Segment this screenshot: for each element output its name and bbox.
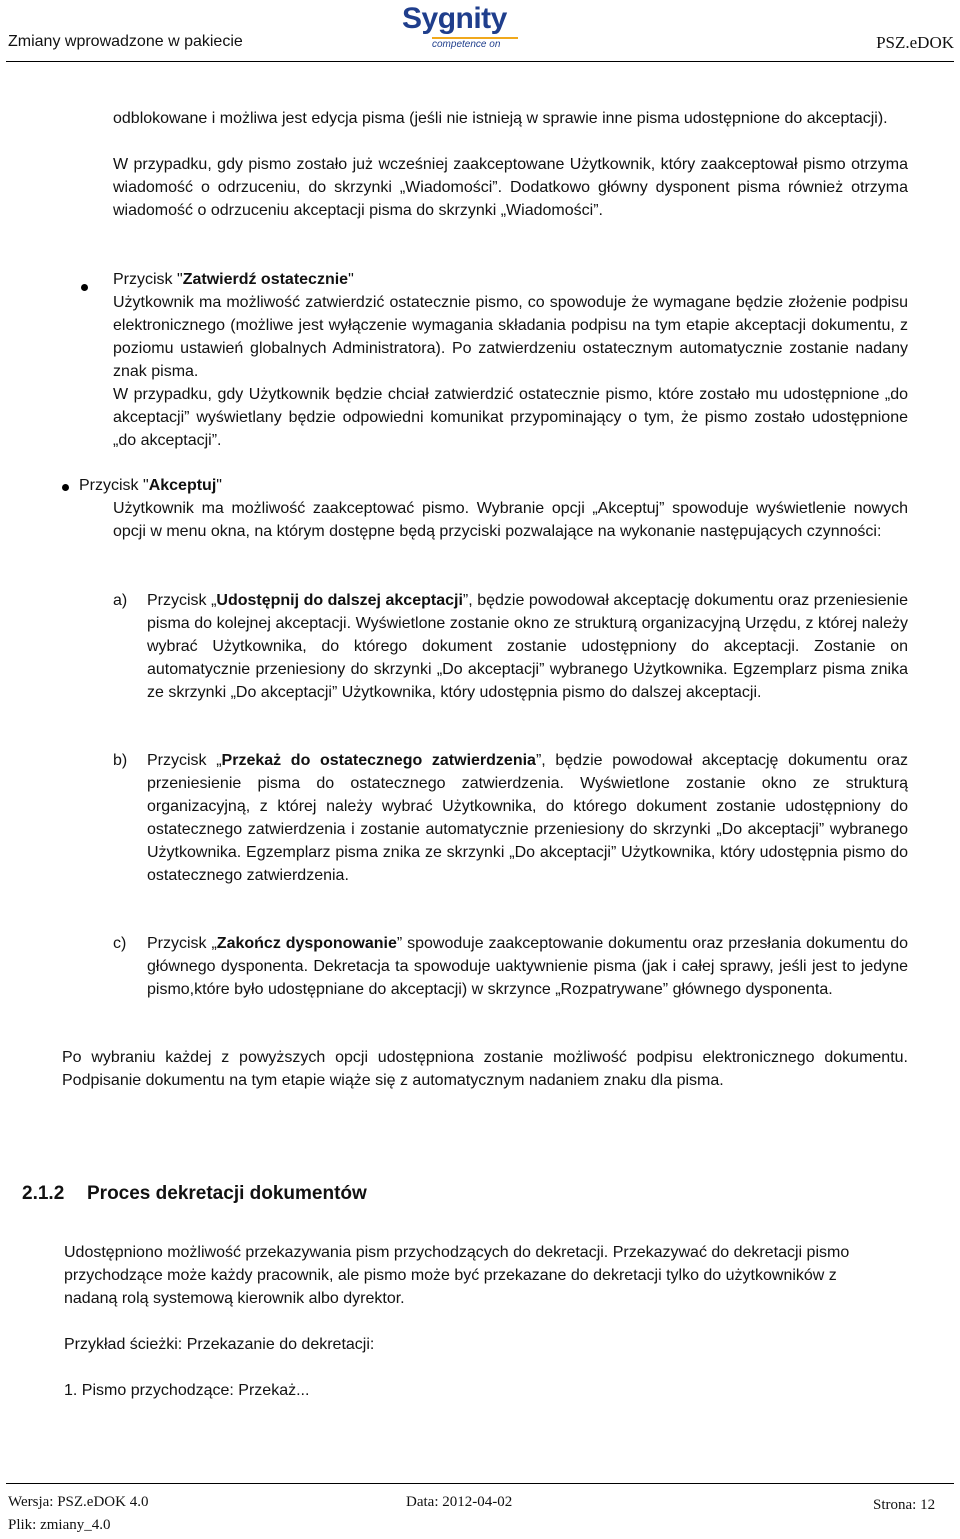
button-name-udostepnij: Udostępnij do dalszej akceptacji <box>216 592 463 609</box>
paragraph-zatwierdz-note: W przypadku, gdy Użytkownik będzie chciał zatwierdzić ostatecznie pismo, które zostało mu udostępnione „do akceptacji” wyświetlany będzie odpowiedni komunikat przypominający o tym, że pismo zostało udostępnione „do akceptacji”. <box>113 386 908 449</box>
paragraph-signature: Po wybraniu każdej z powyższych opcji udostępniona zostanie możliwość podpisu elektronicznego dokumentu. Podpisanie dokumentu na tym etapie wiąże się z automatycznym nadaniem znaku dla pisma. <box>62 1049 908 1089</box>
paragraph-akceptuj-desc: Użytkownik ma możliwość zaakceptować pismo. Wybranie opcji „Akceptuj” spowoduje wyświetlenie nowych opcji w menu okna, na którym dostępne będą przyciski pozwalające na wykonanie następujących czynności: <box>113 500 908 540</box>
bullet-suffix: " <box>216 477 222 494</box>
list-item-b <box>147 749 908 887</box>
list-label-b: b) <box>113 752 128 769</box>
paragraph-unlocked: odblokowane i możliwa jest edycja pisma (jeśli nie istnieją w sprawie inne pisma udostępnione do akceptacji). <box>113 110 888 127</box>
paragraph-example-path: Przykład ścieżki: Przekazanie do dekretacji: <box>64 1336 375 1353</box>
list-label-a: a) <box>113 592 128 609</box>
bullet-prefix: Przycisk " <box>113 271 183 288</box>
header-document-title: Zmiany wprowadzone w pakiecie <box>8 33 243 50</box>
paragraph-dekretacja: Udostępniono możliwość przekazywania pism przychodzących do dekretacji. Przekazywać do dekretacji pismo przychodzące może każdy pracownik, ale pismo może być przekazane do dekretacji tylko do użytkowników z nadaną rolą systemową kierownik albo dyrektor. <box>64 1244 850 1307</box>
bullet-icon <box>81 284 88 291</box>
header-rule <box>6 61 954 62</box>
footer-page-number: Strona: 12 <box>873 1497 936 1513</box>
footer-rule <box>6 1483 954 1484</box>
item-prefix: Przycisk „ <box>147 592 217 609</box>
item-text: ” spowoduje zaakceptowanie dokumentu oraz przesłania dokumentu do głównego dysponenta. Dekretacja ta spowoduje uaktywnienie pisma (jak i całej sprawy, jeśli jest to jedyne pismo,które było udostępniane do akceptacji) w skrzynce „Rozpatrywane” głównego dysponenta. <box>147 935 908 998</box>
logo-wordmark: Sygnity <box>402 2 507 35</box>
button-name-zatwierdz: Zatwierdź ostatecznie <box>182 271 349 288</box>
paragraph-rejection: W przypadku, gdy pismo zostało już wcześniej zaakceptowane Użytkownik, który zaakceptował pismo otrzyma wiadomość o odrzuceniu, do skrzynki „Wiadomości”. Dodatkowo główny dysponent pisma również otrzyma wiadomość o odrzuceniu akceptacji pisma do skrzynki „Wiadomości”. <box>113 156 908 219</box>
list-item-a <box>147 589 908 704</box>
paragraph-step-1: 1. Pismo przychodzące: Przekaż... <box>64 1382 310 1399</box>
list-label-c: c) <box>113 935 127 952</box>
button-name-przekaz: Przekaż do ostatecznego zatwierdzenia <box>221 752 536 769</box>
footer-date: Data: 2012-04-02 <box>406 1494 513 1510</box>
page-header <box>0 0 960 62</box>
list-item-c <box>147 932 908 1001</box>
bullet-icon <box>62 484 69 491</box>
section-title: Proces dekretacji dokumentów <box>87 1183 367 1204</box>
paragraph-zatwierdz-desc: Użytkownik ma możliwość zatwierdzić ostatecznie pismo, co spowoduje że wymagane będzie złożenie podpisu elektronicznego (możliwe jest wyłączenie wymagania składania podpisu na tym etapie akceptacji dokumentu, z poziomu ustawień globalnych Administratora). Po zatwierdzeniu ostatecznym automatycznie zostanie nadany znak pisma. <box>113 294 908 380</box>
button-name-zakoncz: Zakończ dysponowanie <box>216 935 397 952</box>
section-number: 2.1.2 <box>22 1183 65 1204</box>
sygnity-logo <box>402 2 520 54</box>
footer-file: Plik: zmiany_4.0 <box>8 1517 111 1533</box>
item-text: ”, będzie powodował akceptację dokumentu oraz przeniesienie pisma do ostatecznego zatwierdzenia. Wyświetlone zostanie okno ze strukturą organizacyjną, z której należy wybrać Użytkownika, do którego dokument zostanie udostępniony do ostatecznego zatwierdzenia i zostanie automatycznie przeniesiony do skrzynki „Do akceptacji” wybranego Użytkownika. Egzemplarz pisma znika ze skrzynki „Do akceptacji” Użytkownika, który udostępnia pismo do ostatecznego zatwierdzenia. <box>147 752 909 884</box>
header-product-name: PSZ.eDOK <box>876 33 954 52</box>
logo-tagline: competence on <box>432 39 501 50</box>
item-text: ”, będzie powodował akceptację dokumentu oraz przeniesienie pisma do kolejnej akceptacji. Wyświetlone zostanie okno ze strukturą organizacyjną Urzędu, z której należy wybrać Użytkownika, do którego dokument zostanie udostępniony do akceptacji. Zostanie on automatycznie przeniesiony do skrzynki „Do akceptacji” wybranego Użytkownika. Egzemplarz pisma znika ze skrzynki „Do akceptacji” Użytkownika, który udostępnia pismo do dalszej akceptacji. <box>147 592 909 701</box>
bullet-suffix: " <box>348 271 354 288</box>
button-name-akceptuj: Akceptuj <box>148 477 217 494</box>
item-prefix: Przycisk „ <box>147 935 217 952</box>
bullet-heading-akceptuj <box>79 474 908 497</box>
bullet-prefix: Przycisk " <box>79 477 149 494</box>
bullet-heading-zatwierdz <box>113 268 908 291</box>
item-prefix: Przycisk „ <box>147 752 222 769</box>
footer-version: Wersja: PSZ.eDOK 4.0 <box>8 1494 149 1510</box>
